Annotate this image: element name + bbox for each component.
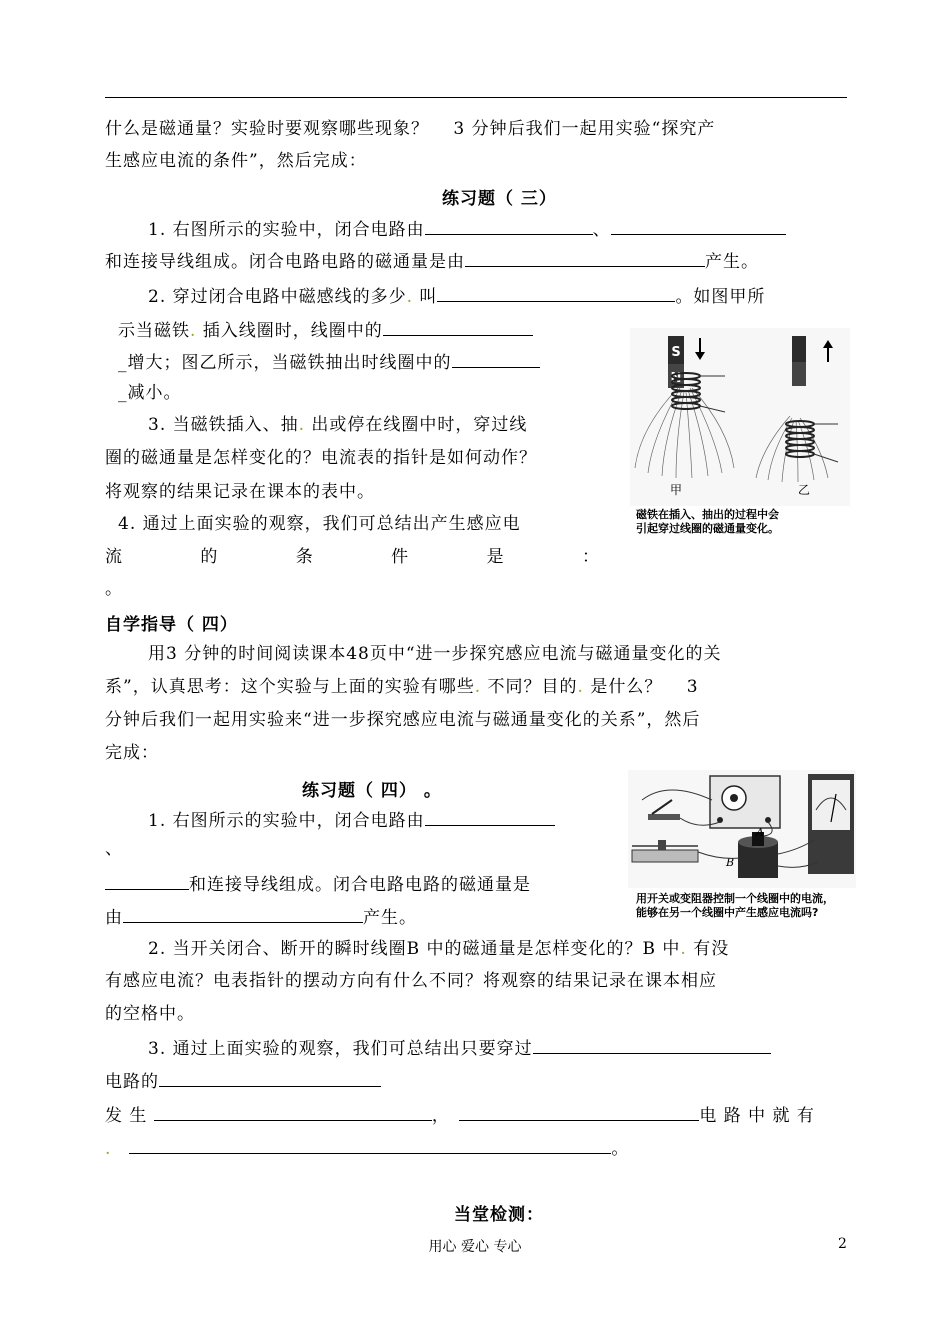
ex4-q2-line-1: 2. 当开关闭合、断开的瞬时线圈B 中的磁通量是怎样变化的？B 中. 有没 bbox=[148, 939, 730, 959]
ex3-q1-line-1: 1. 右图所示的实验中，闭合电路由 、 bbox=[148, 217, 786, 241]
intro-line-1: 什么是磁通量？实验时要观察哪些现象？ 3 分钟后我们一起用实验“探究产 bbox=[105, 119, 716, 139]
ex3-q1-blank-3[interactable] bbox=[465, 249, 705, 267]
ex3-q4-line-1: 4. 通过上面实验的观察，我们可总结出产生感应电 bbox=[118, 514, 521, 534]
figure-label-jia: 甲 bbox=[670, 483, 683, 497]
ex4-q3-blank-4[interactable] bbox=[459, 1103, 699, 1121]
ex3-q1-line-2: 和连接导线组成。闭合电路电路的磁通量是由 产生。 bbox=[105, 249, 759, 273]
ex3-q4-line-3: 。 bbox=[105, 579, 123, 599]
ex4-q1-blank-1[interactable] bbox=[425, 808, 555, 826]
apparatus-figure-caption-1: 用开关或变阻器控制一个线圈中的电流， bbox=[636, 892, 834, 905]
ex3-q2-line-3: _增大；图乙所示，当磁铁抽出时线圈中的 bbox=[118, 350, 540, 374]
ex3-q1-blank-2[interactable] bbox=[611, 217, 786, 235]
ex4-q1-line-2: 和连接导线组成。闭合电路电路的磁通量是 bbox=[105, 872, 531, 896]
ex3-q4-line-2: 流 的 条 件 是 ： bbox=[105, 547, 600, 567]
ex4-q3-line-4: . 。 bbox=[105, 1136, 629, 1160]
ex3-q3-line-1: 3. 当磁铁插入、抽. 出或停在线圈中时，穿过线 bbox=[148, 415, 528, 435]
classroom-check-title: 当堂检测： bbox=[454, 1205, 544, 1225]
self4-line-4: 完成： bbox=[105, 743, 159, 763]
ex4-q2-line-2: 有感应电流？电表指针的摆动方向有什么不同？将观察的结果记录在课本相应 bbox=[105, 971, 717, 991]
switch bbox=[648, 814, 680, 820]
apparatus-figure-caption-2: 能够在另一个线圈中产生感应电流吗? bbox=[636, 906, 819, 919]
self4-line-2: 系”，认真思考：这个实验与上面的实验有哪些. 不同？目的. 是什么？ 3 bbox=[105, 677, 699, 697]
self4-line-1: 用3 分钟的时间阅读课本48页中“进一步探究感应电流与磁通量变化的关 bbox=[148, 644, 722, 664]
intro-line-2: 生感应电流的条件”，然后完成： bbox=[105, 151, 367, 171]
self4-line-3: 分钟后我们一起用实验来“进一步探究感应电流与磁通量变化的关系”，然后 bbox=[105, 710, 701, 730]
ex4-q3-blank-3[interactable] bbox=[154, 1103, 432, 1121]
magnet-n-label: N bbox=[670, 371, 682, 386]
ex3-q3-line-3: 将观察的结果记录在课本的表中。 bbox=[105, 482, 375, 502]
ex4-q3-blank-1[interactable] bbox=[533, 1036, 771, 1054]
ex4-q1-blank-3[interactable] bbox=[123, 905, 363, 923]
ex3-q2-blank-3[interactable] bbox=[452, 350, 540, 368]
ex3-q2-blank-2[interactable] bbox=[383, 318, 533, 336]
label-b: B bbox=[726, 856, 735, 869]
ex4-q1-blank-2[interactable] bbox=[105, 872, 189, 890]
footer-text: 用心 爱心 专心 bbox=[428, 1239, 522, 1255]
apparatus-figure bbox=[628, 770, 856, 888]
ex4-q1-line-1: 1. 右图所示的实验中，闭合电路由 bbox=[148, 808, 555, 832]
ex3-q1-blank-1[interactable] bbox=[425, 217, 593, 235]
ex3-q2-line-1: 2. 穿过闭合电路中磁感线的多少. 叫 。如图甲所 bbox=[148, 284, 765, 308]
ex3-q2-line-2: 示当磁铁. 插入线圈时，线圈中的 bbox=[118, 318, 533, 342]
ex4-q3-blank-2[interactable] bbox=[159, 1069, 381, 1087]
magnet-figure-caption-2: 引起穿过线圈的磁通量变化。 bbox=[636, 522, 779, 535]
magnet-s-label: S bbox=[671, 345, 681, 360]
ex4-q3-blank-5[interactable] bbox=[129, 1136, 611, 1154]
ex3-q2-line-4: _减小。 bbox=[118, 383, 182, 403]
ex3-q2-blank-1[interactable] bbox=[437, 284, 675, 302]
ex3-q3-line-2: 圈的磁通量是怎样变化的？电流表的指针是如何动作？ bbox=[105, 448, 537, 468]
label-a: A bbox=[756, 826, 764, 839]
exercise-4-title: 练习题（ 四） 。 bbox=[302, 781, 442, 801]
magnet-coil-figure bbox=[630, 328, 850, 506]
self-study-4-title: 自学指导（ 四） bbox=[105, 615, 238, 635]
ex4-q3-line-3: 发 生 ， 电 路 中 就 有 bbox=[105, 1103, 815, 1127]
header-rule bbox=[105, 97, 847, 98]
magnet-figure-caption-1: 磁铁在插入、抽出的过程中会 bbox=[636, 508, 779, 521]
figure-label-yi: 乙 bbox=[798, 483, 811, 497]
ex4-q1-line-3: 由 产生。 bbox=[105, 905, 417, 929]
rheostat bbox=[632, 850, 698, 862]
page-number: 2 bbox=[838, 1236, 847, 1252]
ex4-q3-line-1: 3. 通过上面实验的观察，我们可总结出只要穿过 bbox=[148, 1036, 771, 1060]
ex4-q3-line-2: 电路的 bbox=[105, 1069, 381, 1093]
ex4-q1-sep: 、 bbox=[105, 839, 123, 859]
exercise-3-title: 练习题（ 三） bbox=[442, 189, 557, 209]
ex4-q2-line-3: 的空格中。 bbox=[105, 1004, 195, 1024]
